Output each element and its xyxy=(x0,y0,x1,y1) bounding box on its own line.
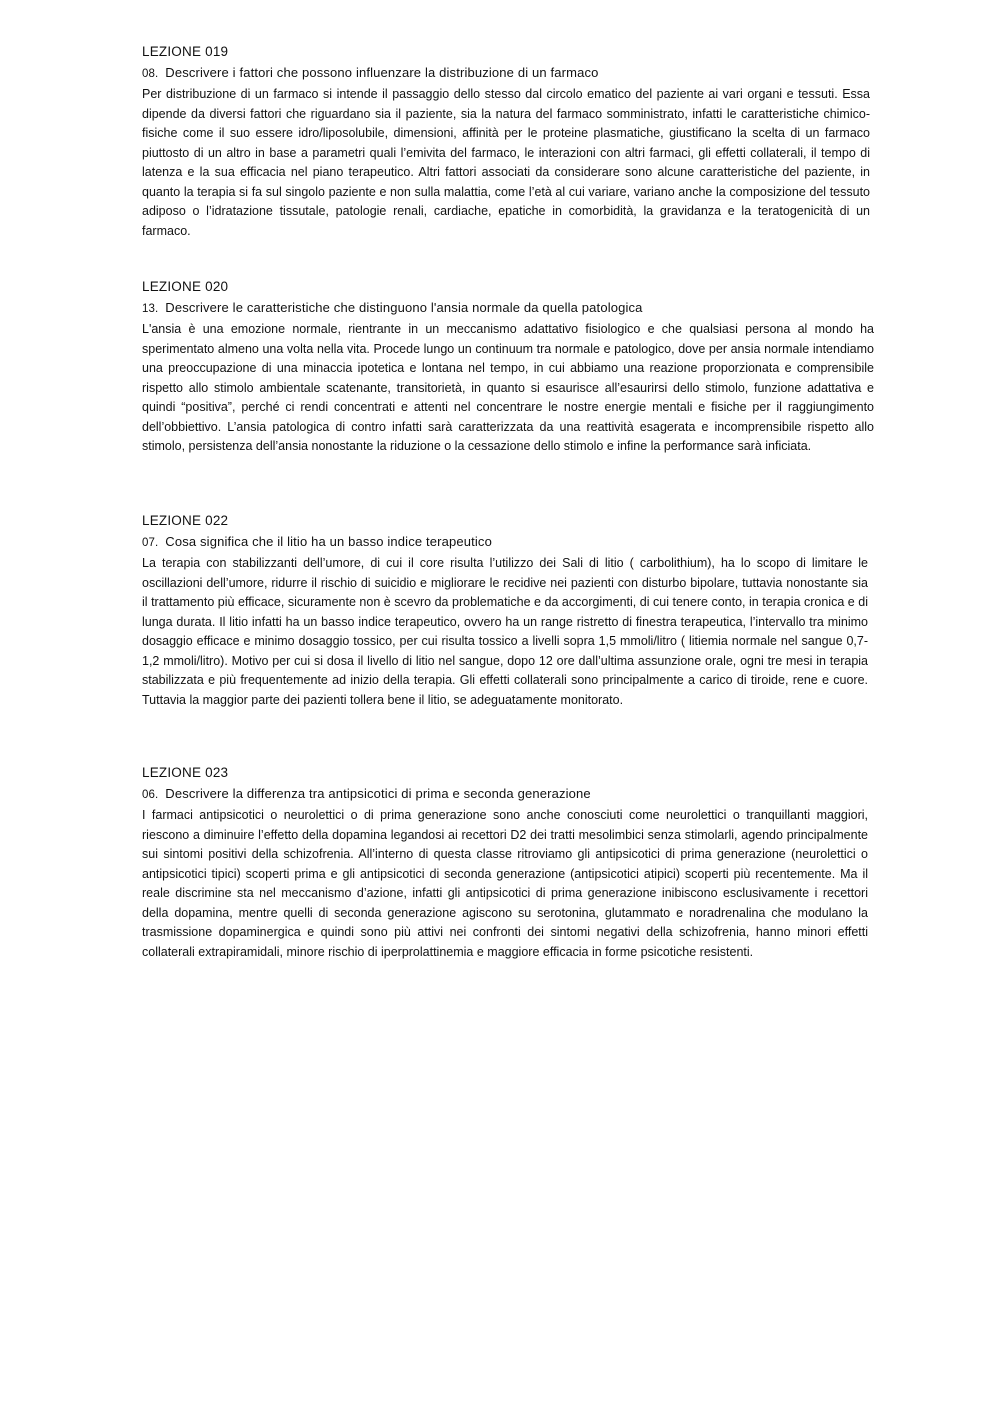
question-text: Cosa significa che il litio ha un basso indice terapeutico xyxy=(165,534,492,549)
answer-paragraph: Per distribuzione di un farmaco si intende il passaggio dello stesso dal circolo ematico del paziente ai vari organi e tessuti. Essa dipende da diversi fattori che riguardano sia il paziente, sia la natura del farmaco somministrato, infatti le caratteristiche chimico-fisiche come il suo essere idro/liposolubile, dimensioni, affinità per le proteine plasmatiche, giustificano la scelta di un farmaco piuttosto di un altro in base a parametri quali l’emivita del farmaco, le interazioni con altri farmaci, gli effetti collaterali, il tempo di latenza e la sua efficacia nel piano terapeutico. Altri fattori associati da considerare sono alcune caratteristiche del paziente, in quanto la terapia si fa sul singolo paziente e non sulla malattia, come l’età al cui variare, variano anche la composizione del tessuto adiposo o l’idratazione tissutale, patologie renali, cardiache, epatiche in comorbidità, la gravidanza e la teratogenicità di un farmaco. xyxy=(142,87,870,238)
answer-paragraph: La terapia con stabilizzanti dell’umore, di cui il core risulta l’utilizzo dei Sali di litio ( carbolithium), ha lo scopo di limitare le oscillazioni dell’umore, ridurre il rischio di suicidio e migliorare le recidive nei pazienti con disturbo bipolare, tuttavia nonostante sia il trattamento più efficace, sicuramente non è scevro da problematiche e da accorgimenti, di cui tenere conto, in terapia cronica e di lunga durata. Il litio infatti ha un basso indice terapeutico, ovvero ha un range ristretto di finestra terapeutica, l’intervallo tra minimo dosaggio efficace e minimo dosaggio tossico, per cui risulta tossico a livelli sopra 1,5 mmoli/litro ( litiemia normale nel sangue 0,7-1,2 mmoli/litro). Motivo per cui si dosa il livello di litio nel sangue, dopo 12 ore dall’ultima assunzione orale, ogni tre mesi in terapia stabilizzata e più frequentemente ad inizio della terapia. Gli effetti collaterali sono principalmente a carico di tiroide, rene e cuore. Tuttavia la maggior parte dei pazienti tollera bene il litio, se adeguatamente monitorato. xyxy=(142,556,868,707)
lesson-heading: LEZIONE 020 xyxy=(142,279,229,294)
lesson-section-022 xyxy=(142,511,868,710)
question-number: 07. xyxy=(142,537,159,549)
question-line xyxy=(142,785,868,804)
question-number: 06. xyxy=(142,789,159,801)
question-line xyxy=(142,64,870,83)
question-text: Descrivere la differenza tra antipsicotici di prima e seconda generazione xyxy=(165,786,591,801)
lesson-heading: LEZIONE 022 xyxy=(142,513,229,528)
lesson-section-020 xyxy=(142,277,874,457)
lesson-section-019 xyxy=(142,42,870,241)
lesson-heading: LEZIONE 023 xyxy=(142,765,229,780)
answer-paragraph: I farmaci antipsicotici o neurolettici o di prima generazione sono anche conosciuti come neurolettici o tranquillanti maggiori, riescono a diminuire l’effetto della dopamina legandosi ai recettori D2 dei tratti mesolimbici senza stimolarli, agendo principalmente sui sintomi positivi della schizofrenia. All’interno di questa classe ritroviamo gli antipsicotici di prima generazione (neurolettici o antipsicotici tipici) scoperti prima e gli antipsicotici di seconda generazione (antipsicotici atipici) scoperti più recentemente. Ma il reale discrimine sta nel meccanismo d’azione, infatti gli antipsicotici di prima generazione inibiscono esclusivamente i recettori della dopamina, mentre quelli di seconda generazione agiscono su serotonina, glutammato e noradrenalina che modulano la trasmissione dopaminergica e quindi sono più attivi nei confronti dei sintomi negativi della schizofrenia, hanno minori effetti collaterali extrapiramidali, minore rischio di iperprolattinemia e maggiore efficacia in forme psicotiche resistenti. xyxy=(142,808,868,959)
question-line xyxy=(142,533,868,552)
lesson-heading: LEZIONE 019 xyxy=(142,44,229,59)
question-line xyxy=(142,299,874,318)
answer-paragraph: L'ansia è una emozione normale, rientrante in un meccanismo adattativo fisiologico e che qualsiasi persona al mondo ha sperimentato almeno una volta nella vita. Procede lungo un continuum tra normale e patologico, dove per ansia normale intendiamo una preoccupazione di una minaccia ipotetica e lontana nel tempo, in cui abbiamo una reazione proporzionata e comprensibile rispetto allo stimolo ambientale scatenante, transitorietà, in quanto si esaurisce all’esaurirsi dello stimolo, funzione adattativa e quindi “positiva”, perché ci rendi concentrati e attenti nel concentrare le nostre energie mentali e fisiche per il raggiungimento dell’obbiettivo. L’ansia patologica di contro infatti sarà caratterizzata da una reattività esagerata e incomprensibile rispetto allo stimolo, persistenza dell’ansia nonostante la riduzione o la cessazione dello stimolo e infine la performance sarà inficiata. xyxy=(142,322,874,453)
question-text: Descrivere i fattori che possono influenzare la distribuzione di un farmaco xyxy=(165,65,599,80)
question-number: 13. xyxy=(142,303,159,315)
lesson-section-023 xyxy=(142,763,868,962)
question-text: Descrivere le caratteristiche che distinguono l'ansia normale da quella patologica xyxy=(165,300,643,315)
question-number: 08. xyxy=(142,68,159,80)
